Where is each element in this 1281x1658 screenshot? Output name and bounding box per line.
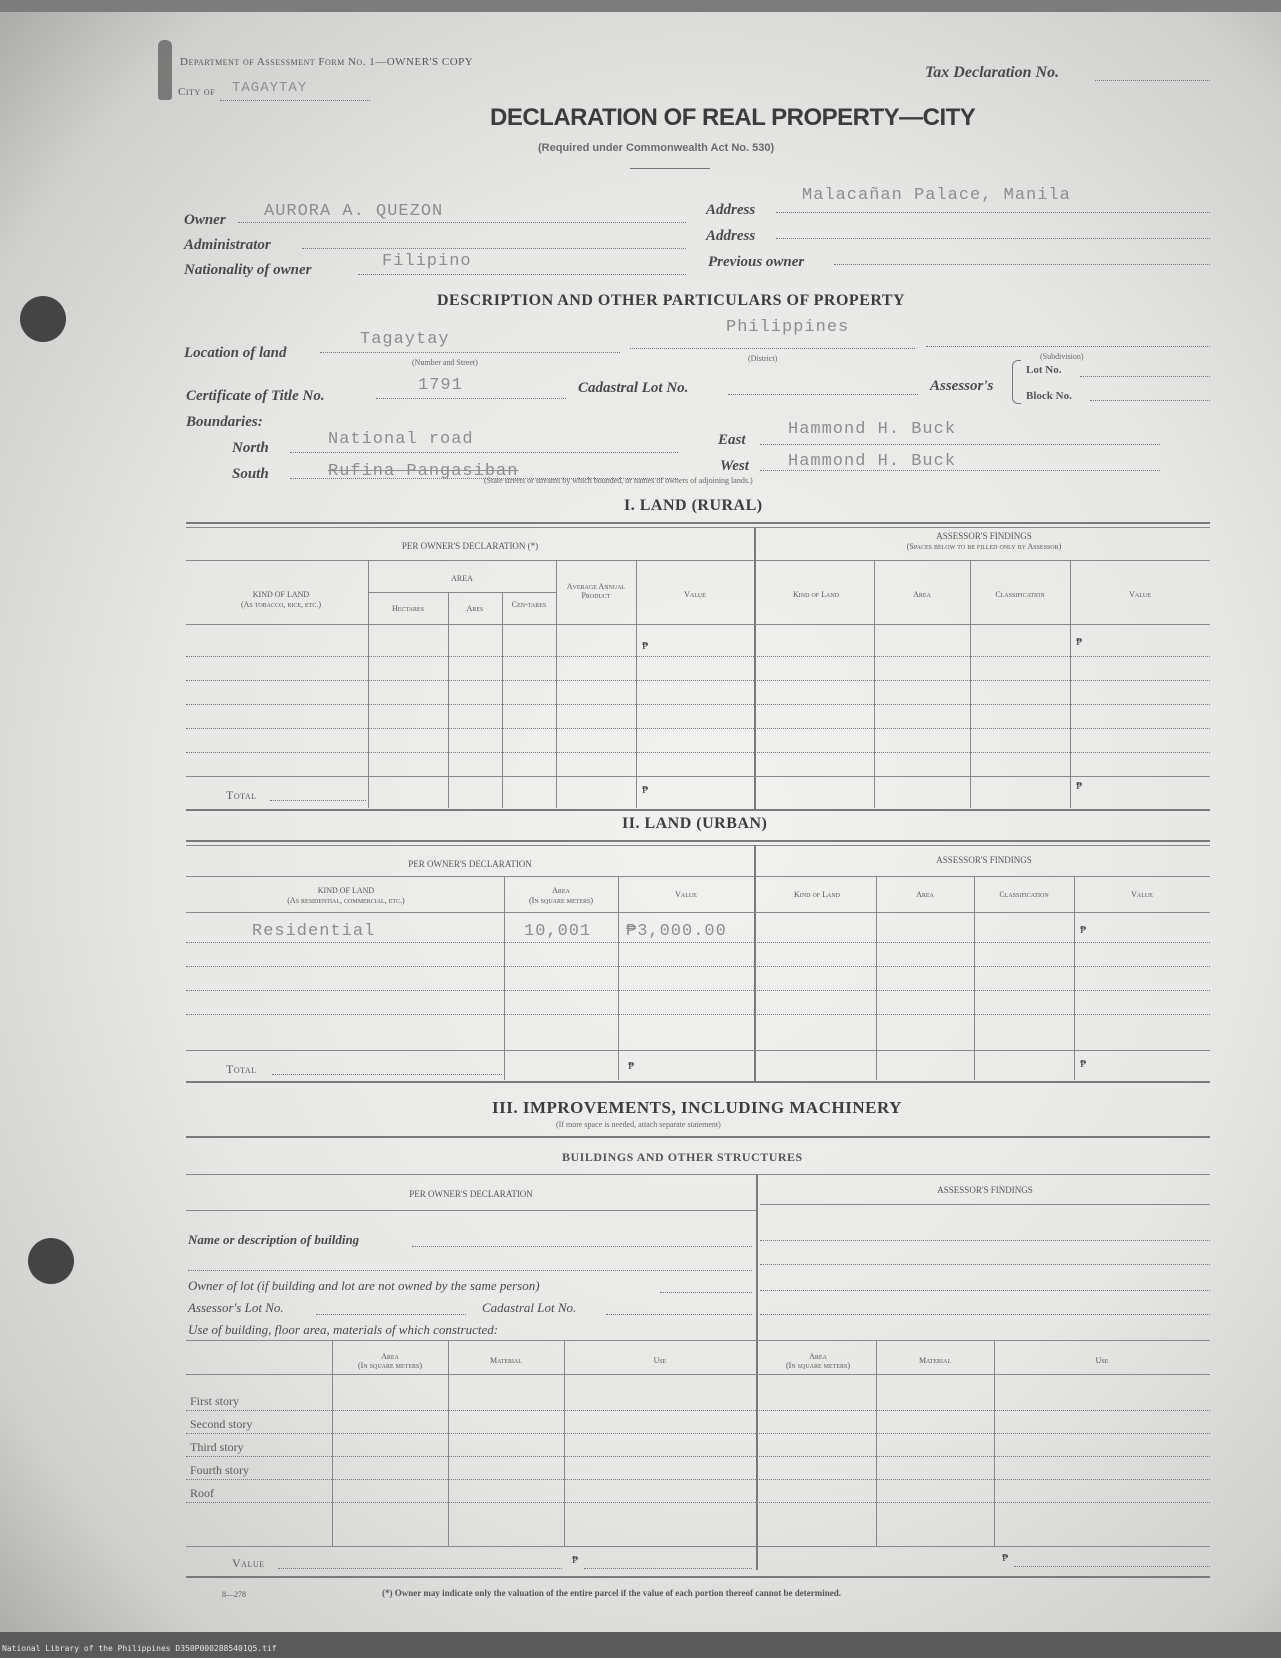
address2-line bbox=[776, 238, 1210, 239]
previous-owner-line bbox=[834, 264, 1210, 265]
use-of-building-label: Use of building, floor area, materials of which constructed: bbox=[188, 1322, 499, 1337]
urban-total-peso-2: ₱ bbox=[1080, 1058, 1087, 1070]
rural-a-value-header: Value bbox=[1129, 590, 1151, 599]
nationality-label: Nationality of owner bbox=[184, 262, 312, 278]
urban-row-value: ₱3,000.00 bbox=[626, 922, 727, 941]
street-caption: (Number and Street) bbox=[412, 358, 478, 367]
story-fourth: Fourth story bbox=[190, 1463, 250, 1477]
south-value: Rufina Pangasiban bbox=[328, 462, 519, 481]
improvements-value-label: Value bbox=[232, 1556, 265, 1570]
cadastral-line bbox=[728, 394, 918, 395]
stamp-mark bbox=[158, 40, 172, 100]
improvements-value-peso: ₱ bbox=[572, 1554, 579, 1566]
building-name-label: Name or description of building bbox=[188, 1232, 360, 1247]
south-label: South bbox=[232, 466, 269, 482]
story-third: Third story bbox=[190, 1440, 244, 1454]
location-district-line bbox=[630, 348, 915, 349]
owner-of-lot-label: Owner of lot (if building and lot are not owned by the same person) bbox=[188, 1278, 540, 1293]
rural-a-kind-header: Kind of Land bbox=[793, 590, 839, 599]
administrator-line bbox=[302, 248, 686, 249]
improvements-owner-decl: PER OWNER'S DECLARATION bbox=[409, 1189, 533, 1199]
title-value: 1791 bbox=[418, 376, 463, 395]
east-line bbox=[760, 444, 1160, 445]
location-street: Tagaytay bbox=[360, 330, 450, 349]
urban-row-area: 10,001 bbox=[524, 922, 592, 941]
block-line bbox=[1090, 400, 1210, 401]
rural-ares-header: Ares bbox=[466, 604, 484, 613]
assessor-lot-label: Assessor's Lot No. bbox=[188, 1300, 284, 1315]
urban-a-kind-header: Kind of Land bbox=[794, 890, 840, 899]
west-value: Hammond H. Buck bbox=[788, 452, 957, 471]
rural-kind-note: (As tobacco, rice, etc.) bbox=[240, 600, 321, 609]
west-line bbox=[760, 470, 1160, 471]
bldg-area-note: (In square meters) bbox=[358, 1361, 422, 1370]
rural-area-header: AREA bbox=[451, 574, 473, 583]
nationality-line bbox=[358, 274, 686, 275]
city-line bbox=[220, 100, 370, 101]
address-value: Malacañan Palace, Manila bbox=[802, 186, 1071, 205]
rural-assessor-note: (Spaces below to be filled only by Assessor) bbox=[906, 542, 1062, 551]
rural-a-class-header: Classification bbox=[995, 590, 1045, 599]
city-label: City of bbox=[178, 86, 216, 98]
bldg-material-header: Material bbox=[489, 1356, 523, 1365]
nationality-value: Filipino bbox=[382, 252, 472, 271]
boundary-note: (State streets or streams by which bounded, or names of owners of adjoining lands.) bbox=[484, 476, 753, 485]
rural-kind-header: KIND OF LAND bbox=[252, 590, 310, 599]
address-line bbox=[776, 212, 1210, 213]
administrator-label: Administrator bbox=[184, 237, 271, 253]
location-label: Location of land bbox=[184, 345, 287, 361]
description-heading: DESCRIPTION AND OTHER PARTICULARS OF PROPERTY bbox=[437, 292, 906, 309]
title-divider bbox=[630, 168, 710, 169]
bldg-a-area-header: Area bbox=[809, 1352, 827, 1361]
rural-total-label: Total bbox=[226, 788, 257, 802]
north-line bbox=[290, 452, 678, 453]
north-value: National road bbox=[328, 430, 474, 449]
buildings-subheading: BUILDINGS AND OTHER STRUCTURES bbox=[562, 1150, 803, 1164]
urban-kind-header: KIND OF LAND bbox=[317, 886, 375, 895]
story-second: Second story bbox=[190, 1417, 253, 1431]
document-title: DECLARATION OF REAL PROPERTY—CITY bbox=[490, 104, 976, 131]
tax-declaration-label: Tax Declaration No. bbox=[925, 64, 1060, 81]
urban-area-header: Area bbox=[552, 886, 570, 895]
subdivision-caption: (Subdivision) bbox=[1040, 352, 1084, 361]
improvements-assessor-findings: ASSESSOR'S FINDINGS bbox=[937, 1185, 1033, 1195]
address-label: Address bbox=[706, 202, 756, 218]
rural-assessor-findings: ASSESSOR'S FINDINGS bbox=[936, 531, 1032, 541]
rural-hectares-header: Hectares bbox=[392, 604, 424, 613]
bldg-a-area-note: (In square meters) bbox=[786, 1361, 850, 1370]
district-caption: (District) bbox=[748, 354, 778, 363]
form-code: 8—278 bbox=[222, 1590, 246, 1599]
urban-heading: II. LAND (URBAN) bbox=[622, 815, 768, 832]
address2-label: Address bbox=[706, 228, 756, 244]
rural-heading: I. LAND (RURAL) bbox=[624, 497, 763, 514]
building-cadastral-label: Cadastral Lot No. bbox=[482, 1300, 577, 1315]
cadastral-label: Cadastral Lot No. bbox=[578, 380, 689, 396]
bldg-use-header: Use bbox=[653, 1356, 667, 1365]
urban-a-area-header: Area bbox=[916, 890, 934, 899]
bldg-a-material-header: Material bbox=[918, 1356, 952, 1365]
owner-line bbox=[238, 222, 686, 223]
scan-edge-top bbox=[0, 0, 1281, 12]
rural-peso-2: ₱ bbox=[1076, 636, 1083, 648]
rural-avg-product-header: Average Annual Product bbox=[566, 582, 626, 600]
location-district: Philippines bbox=[726, 318, 850, 337]
urban-kind-note: (As residential, commercial, etc.) bbox=[287, 896, 405, 905]
urban-assessor-findings: ASSESSOR'S FINDINGS bbox=[936, 855, 1032, 865]
improvements-a-value-peso: ₱ bbox=[1002, 1552, 1009, 1564]
bldg-area-header: Area bbox=[381, 1352, 399, 1361]
footer-note: (*) Owner may indicate only the valuation of the entire parcel if the value of each portion thereof cannot be determined. bbox=[382, 1588, 842, 1598]
urban-value-header: Value bbox=[675, 890, 697, 899]
archive-caption: National Library of the Philippines D350P0002885401Q5.tif bbox=[2, 1644, 277, 1653]
city-value: TAGAYTAY bbox=[232, 80, 308, 96]
rural-centares-header: Cen-tares bbox=[511, 600, 547, 609]
rural-a-area-header: Area bbox=[913, 590, 931, 599]
west-label: West bbox=[720, 458, 749, 474]
document-subtitle: (Required under Commonwealth Act No. 530) bbox=[538, 142, 775, 154]
urban-a-class-header: Classification bbox=[999, 890, 1049, 899]
rural-peso-1: ₱ bbox=[642, 640, 649, 652]
urban-total-label: Total bbox=[226, 1062, 257, 1076]
urban-area-note: (In square meters) bbox=[529, 896, 593, 905]
previous-owner-label: Previous owner bbox=[708, 254, 805, 270]
lot-label: Lot No. bbox=[1026, 364, 1062, 376]
improvements-note: (If more space is needed, attach separate statement) bbox=[556, 1120, 721, 1129]
punch-hole-top bbox=[20, 296, 66, 342]
urban-owner-decl: PER OWNER'S DECLARATION bbox=[408, 859, 532, 869]
urban-a-peso: ₱ bbox=[1080, 924, 1087, 936]
block-label: Block No. bbox=[1026, 390, 1072, 402]
urban-total-peso: ₱ bbox=[628, 1060, 635, 1072]
urban-a-value-header: Value bbox=[1131, 890, 1153, 899]
boundaries-label: Boundaries: bbox=[186, 414, 263, 430]
rural-owner-decl: PER OWNER'S DECLARATION (*) bbox=[401, 541, 539, 551]
north-label: North bbox=[232, 440, 269, 456]
rural-total-peso: ₱ bbox=[642, 784, 649, 796]
owner-value: AURORA A. QUEZON bbox=[264, 202, 444, 221]
east-label: East bbox=[718, 432, 746, 448]
story-first: First story bbox=[190, 1394, 240, 1408]
rural-total-peso-2: ₱ bbox=[1076, 780, 1083, 792]
punch-hole-bottom bbox=[28, 1238, 74, 1284]
urban-row-kind: Residential bbox=[252, 922, 376, 941]
title-label: Certificate of Title No. bbox=[186, 388, 325, 404]
location-subdivision-line bbox=[926, 346, 1210, 347]
location-street-line bbox=[320, 352, 620, 353]
title-line bbox=[376, 398, 566, 399]
form-label: Department of Assessment Form No. 1—OWNER'S COPY bbox=[180, 56, 474, 68]
east-value: Hammond H. Buck bbox=[788, 420, 957, 439]
assessor-brace bbox=[1012, 360, 1021, 404]
story-roof: Roof bbox=[190, 1486, 214, 1500]
lot-line bbox=[1080, 376, 1210, 377]
rural-value-header: Value bbox=[684, 590, 706, 599]
assessor-label: Assessor's bbox=[930, 378, 994, 394]
bldg-a-use-header: Use bbox=[1095, 1356, 1109, 1365]
owner-label: Owner bbox=[184, 212, 226, 228]
tax-declaration-line bbox=[1095, 80, 1210, 81]
improvements-heading: III. IMPROVEMENTS, INCLUDING MACHINERY bbox=[492, 1098, 902, 1117]
